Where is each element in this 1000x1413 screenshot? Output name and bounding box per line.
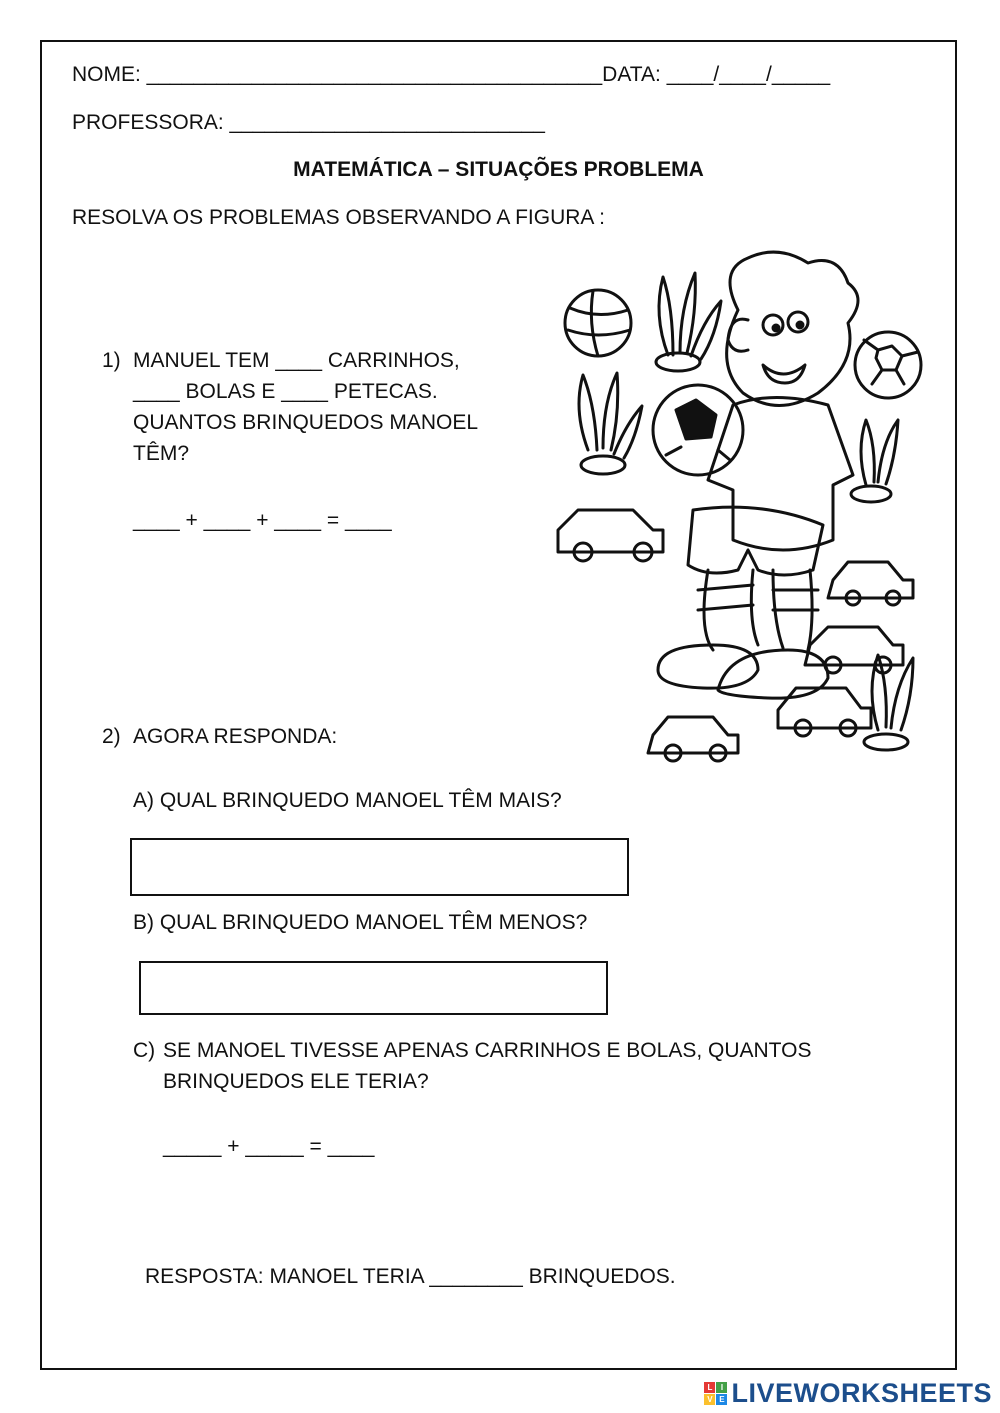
toy-car-icon: [778, 688, 871, 736]
shuttlecock-icon: [851, 420, 898, 502]
boy-with-toys-illustration: [548, 250, 928, 780]
question-2c-line-1: SE MANOEL TIVESSE APENAS CARRINHOS E BOLAS, QUANTOS: [163, 1039, 812, 1062]
volleyball-icon: [565, 290, 631, 356]
soccer-ball-icon: [653, 385, 743, 475]
badge-letter: E: [716, 1394, 727, 1405]
shuttlecock-icon: [656, 273, 721, 371]
answer-sentence[interactable]: RESPOSTA: MANOEL TERIA ________ BRINQUEDOS.: [145, 1265, 676, 1288]
toy-car-icon: [558, 510, 663, 561]
name-date-line: NOME: _______________________________________DATA: ____/____/_____: [72, 63, 831, 86]
toy-car-icon: [828, 562, 913, 605]
badge-letter: V: [704, 1394, 715, 1405]
answer-box-b[interactable]: [139, 961, 608, 1015]
question-1-equation[interactable]: ____ + ____ + ____ = ____: [133, 509, 392, 532]
question-2c-prefix: C): [133, 1039, 156, 1062]
badge-letter: L: [704, 1382, 715, 1393]
question-1-line-4: TÊM?: [133, 442, 190, 465]
question-1-number: 1): [102, 349, 121, 372]
teacher-line: PROFESSORA: ___________________________: [72, 111, 545, 134]
question-2-number: 2): [102, 725, 121, 748]
toy-car-icon: [805, 627, 903, 673]
question-1-line-1: MANUEL TEM ____ CARRINHOS,: [133, 349, 460, 372]
soccer-ball-icon: [855, 332, 921, 398]
page-title: MATEMÁTICA – SITUAÇÕES PROBLEMA: [293, 158, 704, 181]
badge-letter: I: [716, 1382, 727, 1393]
question-1-line-2: ____ BOLAS E ____ PETECAS.: [133, 380, 438, 403]
answer-box-a[interactable]: [130, 838, 629, 896]
liveworksheets-logo: [704, 1375, 992, 1411]
instruction-text: RESOLVA OS PROBLEMAS OBSERVANDO A FIGURA :: [72, 206, 605, 229]
shuttlecock-icon: [579, 373, 642, 474]
question-2a-text: A) QUAL BRINQUEDO MANOEL TÊM MAIS?: [133, 789, 562, 812]
question-1-line-3: QUANTOS BRINQUEDOS MANOEL: [133, 411, 479, 434]
logo-badge: [704, 1382, 727, 1405]
question-2b-text: B) QUAL BRINQUEDO MANOEL TÊM MENOS?: [133, 911, 588, 934]
question-2-label: AGORA RESPONDA:: [133, 725, 338, 748]
question-2c-equation[interactable]: _____ + _____ = ____: [163, 1135, 375, 1158]
brand-name: LIVEWORKSHEETS: [731, 1377, 992, 1408]
question-2c-line-2: BRINQUEDOS ELE TERIA?: [163, 1070, 429, 1093]
toy-car-icon: [648, 717, 738, 761]
